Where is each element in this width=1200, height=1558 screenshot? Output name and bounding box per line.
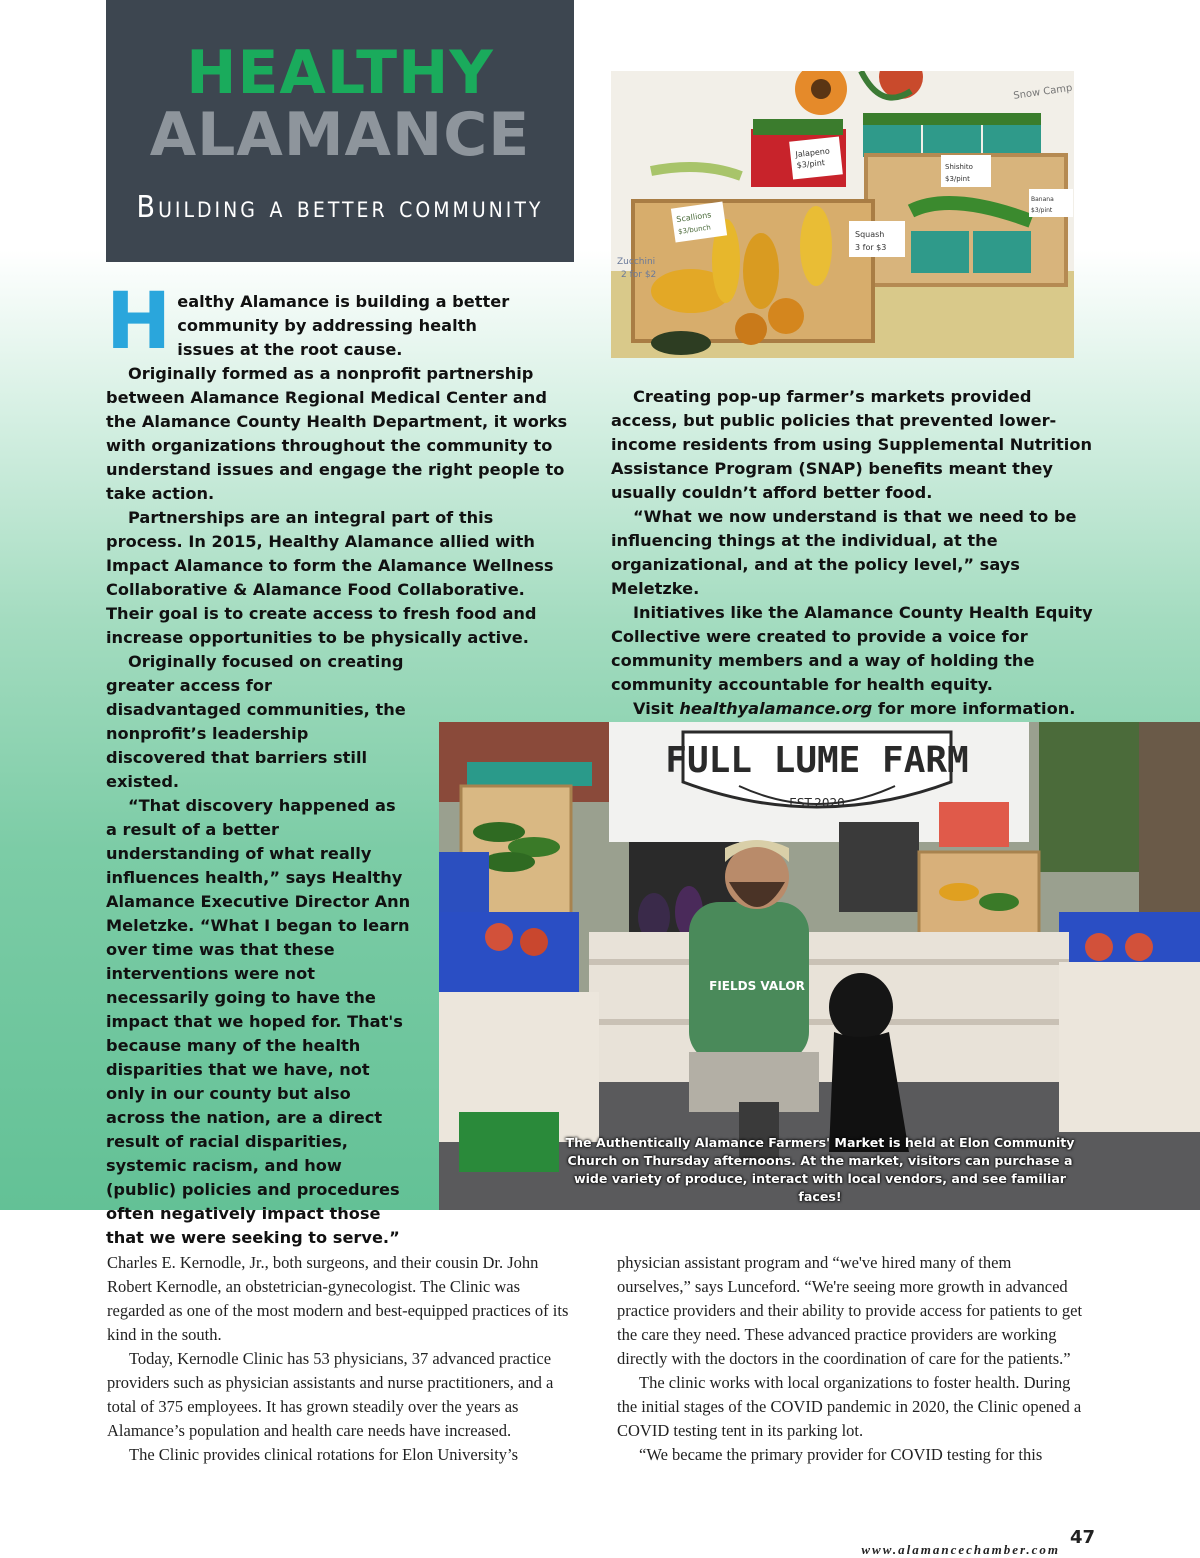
title-healthy: HEALTHY (186, 38, 494, 108)
title-alamance: ALAMANCE (149, 100, 531, 170)
intro-paragraph: H ealthy Alamance is building a better community by addressing health issues at the root cause. (106, 277, 510, 367)
farm-est-text: EST.2020 (789, 796, 845, 810)
svg-text:$3/bunch: $3/bunch (677, 223, 712, 236)
drop-cap: H (106, 277, 172, 367)
svg-text:Zucchini: Zucchini (617, 257, 656, 267)
lower-right-paragraph-3: “We became the primary provider for COVID testing for this (639, 1445, 1043, 1464)
footer-url[interactable]: www.alamancechamber.com (861, 1542, 1060, 1557)
svg-text:Jalapeno: Jalapeno (795, 146, 831, 160)
svg-text:2 for $2: 2 for $2 (621, 270, 657, 280)
paragraph-2: Originally formed as a nonprofit partnership between Alamance Regional Medical Center and the Alamance County Health Department, it works with organizations throughout the community to understand issues and engage the right people to take action. (106, 364, 568, 503)
subtitle: Building a better community (136, 190, 544, 225)
lower-right-paragraph-1: physician assistant program and “we've hired many of them ourselves,” says Lunceford. “We're seeing more growth in advanced practice providers and their ability to provide access for patients to get the care they need. These advanced practice providers are working directly with the doctors in the coordination of care for the patients.” (617, 1253, 1083, 1368)
svg-text:Shishito: Shishito (945, 163, 973, 171)
title-box (106, 0, 574, 262)
shirt-text: FIELDS VALOR (709, 979, 805, 993)
lower-right-column (617, 1251, 1087, 1467)
right-paragraph-4: Visit healthyalamance.org for more information. (633, 699, 1076, 718)
website-link[interactable]: healthyalamance.org (679, 699, 873, 718)
right-paragraph-2: “What we now understand is that we need to be influencing things at the individual, at the organizational, and at the policy level,” says Meletzke. (611, 507, 1077, 598)
right-paragraph-1: Creating pop-up farmer’s markets provided access, but public policies that prevented lower-income residents from using Supplemental Nutrition Assistance Program (SNAP) benefits meant they usually couldn’t afford better food. (611, 387, 1092, 502)
svg-text:$3/pint: $3/pint (1031, 207, 1053, 214)
lower-left-column (107, 1251, 577, 1467)
paragraph-5-quote: “That discovery happened as a result of a better understanding of what really influences health,” says Healthy Alamance Executive Director Ann Meletzke. “What I began to learn over time was that these interventions were not necessarily going to have the impact that we hoped for. That's because many of the health disparities that we have, not only in our county but also across the nation, are a direct result of racial disparities, systemic racism, and how (public) policies and procedures often negatively impact those that we were seeking to serve.” (106, 796, 411, 1247)
page-number: 47 (1070, 1527, 1096, 1548)
produce-stand-photo (611, 71, 1074, 358)
paragraph-4: Originally focused on creating greater access for disadvantaged communities, the nonprofit’s leadership discovered that barriers still existed. (106, 652, 406, 791)
svg-text:3 for $3: 3 for $3 (855, 243, 887, 252)
lower-left-paragraph-2: Today, Kernodle Clinic has 53 physicians, 37 advanced practice providers such as physician assistants and nurse practitioners, and a total of 375 employees. It has grown steadily over the years as Alamance’s population and health care needs have increased. (107, 1349, 554, 1440)
paragraph-3: Partnerships are an integral part of this process. In 2015, Healthy Alamance allied with Impact Alamance to form the Alamance Wellness Collaborative & Alamance Food Collaborative. Their goal is to create access to fresh food and increase opportunities to be physically active. (106, 508, 554, 647)
svg-text:$3/pint: $3/pint (945, 175, 970, 183)
lower-left-paragraph-3: The Clinic provides clinical rotations for Elon University’s (129, 1445, 519, 1464)
photo-caption: The Authentically Alamance Farmers' Market is held at Elon Community Church on Thursday afternoons. At the market, visitors can purchase a wide variety of produce, interact with local vendors, and see familiar faces! (565, 1135, 1075, 1204)
svg-text:Snow Camp: Snow Camp (1012, 82, 1074, 102)
svg-text:Banana: Banana (1031, 196, 1054, 203)
svg-text:Scallions: Scallions (675, 210, 712, 225)
svg-text:$3/pint: $3/pint (796, 158, 826, 171)
lower-left-paragraph-1: Charles E. Kernodle, Jr., both surgeons, and their cousin Dr. John Robert Kernodle, an obstetrician-gynecologist. The Clinic was regarded as one of the most modern and best-equipped practices of its kind in the south. (107, 1253, 569, 1344)
right-paragraph-3: Initiatives like the Alamance County Health Equity Collective were created to provide a voice for community members and a way of holding the community accountable for health equity. (611, 603, 1093, 694)
farm-banner-text: FULL LUME FARM (665, 740, 969, 781)
lower-right-paragraph-2: The clinic works with local organizations to foster health. During the initial stages of the COVID pandemic in 2020, the Clinic opened a COVID testing tent in its parking lot. (617, 1373, 1082, 1440)
svg-text:Squash: Squash (855, 230, 885, 239)
article-right-column (611, 385, 1097, 721)
